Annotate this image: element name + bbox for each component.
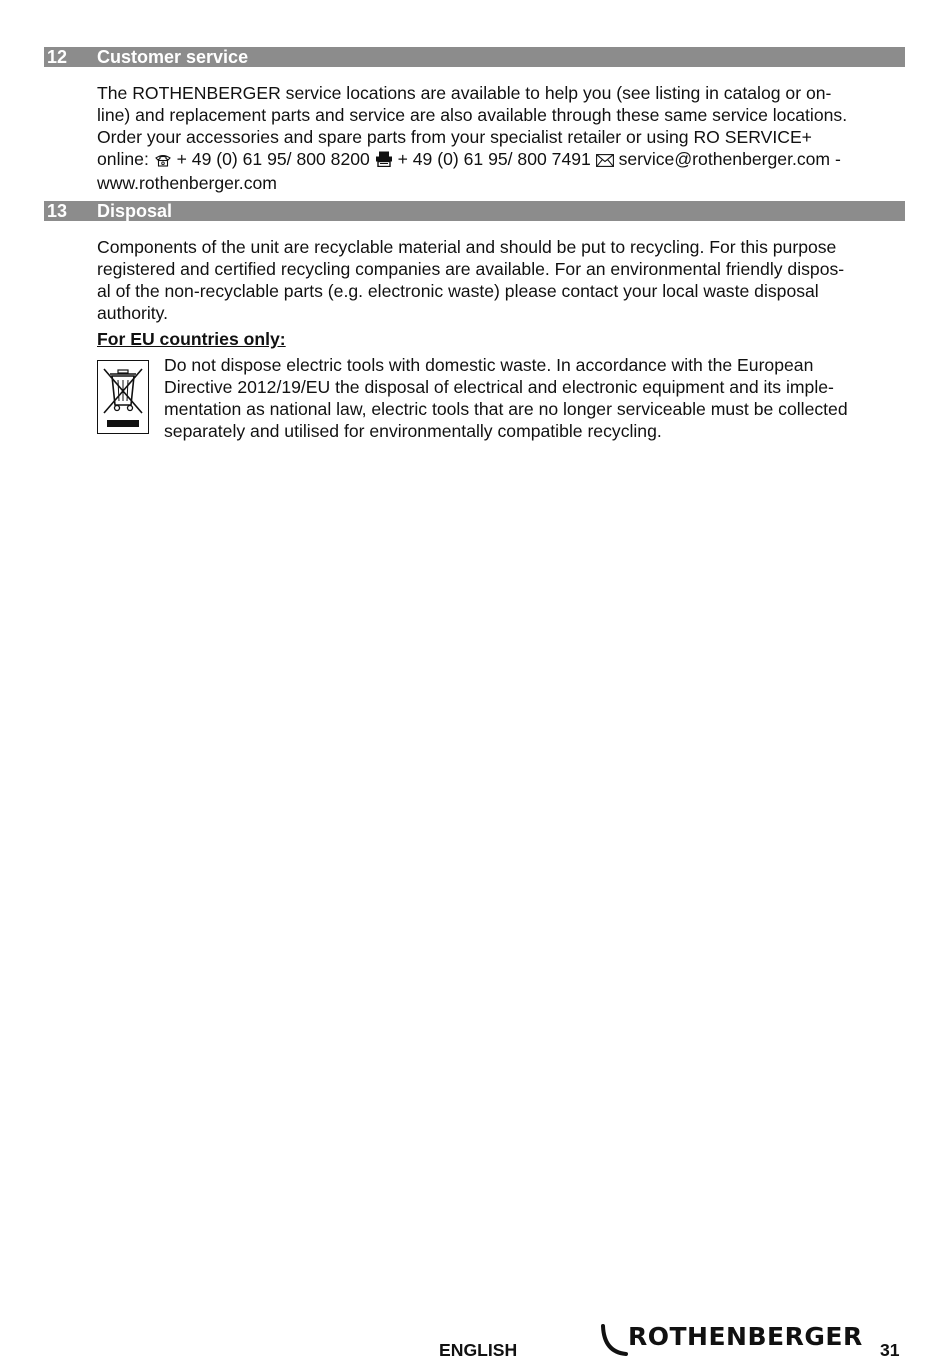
text-line: Order your accessories and spare parts from your specialist retailer or using RO SERVICE+ [97, 127, 812, 147]
customer-service-text [97, 82, 905, 194]
text-line: authority. [97, 303, 169, 323]
section-number: 12 [47, 47, 68, 67]
envelope-icon [596, 150, 614, 172]
text-line: registered and certified recycling companies are available. For an environmental friendly dispos- [97, 259, 845, 279]
fax-icon [375, 150, 393, 172]
text-line: separately and utilised for environmentally compatible recycling. [164, 421, 662, 441]
brand-logo [600, 1322, 863, 1358]
brand-name: ROTHENBERGER [628, 1322, 863, 1351]
section-13-header [44, 201, 905, 221]
contact-line [97, 148, 905, 172]
text-line: mentation as national law, electric tools that are no longer serviceable must be collected [164, 399, 848, 419]
email-address[interactable]: service@rothenberger.com - [618, 149, 841, 169]
text-line: Components of the unit are recyclable material and should be put to recycling. For this purpose [97, 237, 837, 257]
text-line: Do not dispose electric tools with domestic waste. In accordance with the European [164, 355, 814, 375]
phone-number: + 49 (0) 61 95/ 800 8200 [176, 149, 375, 169]
text-line: Directive 2012/19/EU the disposal of electrical and electronic equipment and its imple- [164, 377, 834, 397]
crossed-out-wheeled-bin-icon [97, 360, 149, 434]
section-12-header [44, 47, 905, 67]
page-number: 31 [880, 1340, 900, 1360]
fax-number: + 49 (0) 61 95/ 800 7491 [397, 149, 596, 169]
text-line: The ROTHENBERGER service locations are available to help you (see listing in catalog or on- [97, 83, 832, 103]
telephone-icon [154, 150, 172, 172]
disposal-text [97, 236, 905, 324]
eu-disposal-text [164, 354, 905, 442]
text-line: al of the non-recyclable parts (e.g. electronic waste) please contact your local waste disposal [97, 281, 819, 301]
website-link[interactable]: www.rothenberger.com [97, 173, 277, 193]
eu-countries-heading: For EU countries only: [97, 329, 286, 349]
section-title: Disposal [97, 201, 173, 221]
section-number: 13 [47, 201, 68, 221]
contact-prefix: online: [97, 149, 154, 169]
section-title: Customer service [97, 47, 249, 67]
footer-language: ENGLISH [439, 1340, 518, 1360]
text-line: line) and replacement parts and service are also available through these same service locations. [97, 105, 848, 125]
